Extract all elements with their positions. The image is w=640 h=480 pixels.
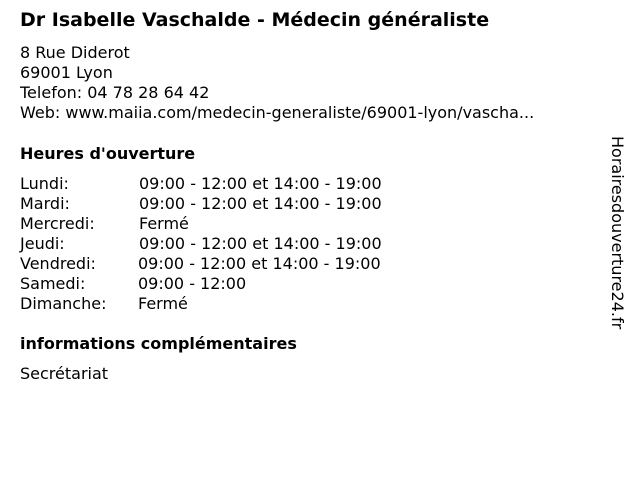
day-label: Mercredi: (20, 214, 95, 233)
site-watermark: Horairesdouverture24.fr (608, 136, 627, 330)
time-value: 09:00 - 12:00 et 14:00 - 19:00 (139, 174, 382, 193)
day-label: Mardi: (20, 194, 70, 213)
day-label: Lundi: (20, 174, 69, 193)
time-value: 09:00 - 12:00 et 14:00 - 19:00 (138, 254, 381, 273)
day-label: Dimanche: (20, 294, 107, 313)
info-heading: informations complémentaires (20, 334, 297, 353)
time-value: 09:00 - 12:00 et 14:00 - 19:00 (139, 194, 382, 213)
day-label: Vendredi: (20, 254, 96, 273)
address-block (20, 43, 534, 123)
day-label: Jeudi: (20, 234, 65, 253)
time-value: 09:00 - 12:00 (138, 274, 247, 293)
time-value: 09:00 - 12:00 et 14:00 - 19:00 (139, 234, 382, 253)
phone-number: Telefon: 04 78 28 64 42 (20, 83, 210, 102)
time-value: Fermé (138, 294, 188, 313)
street-address: 8 Rue Diderot (20, 43, 130, 62)
page-title: Dr Isabelle Vaschalde - Médecin généraliste (20, 9, 490, 31)
day-label: Samedi: (20, 274, 86, 293)
time-value: Fermé (139, 214, 189, 233)
hours-heading: Heures d'ouverture (20, 144, 196, 163)
city-address: 69001 Lyon (20, 63, 113, 82)
info-text: Secrétariat (20, 364, 109, 383)
website-link[interactable]: Web: www.maiia.com/medecin-generaliste/69001-lyon/vascha... (20, 103, 535, 122)
